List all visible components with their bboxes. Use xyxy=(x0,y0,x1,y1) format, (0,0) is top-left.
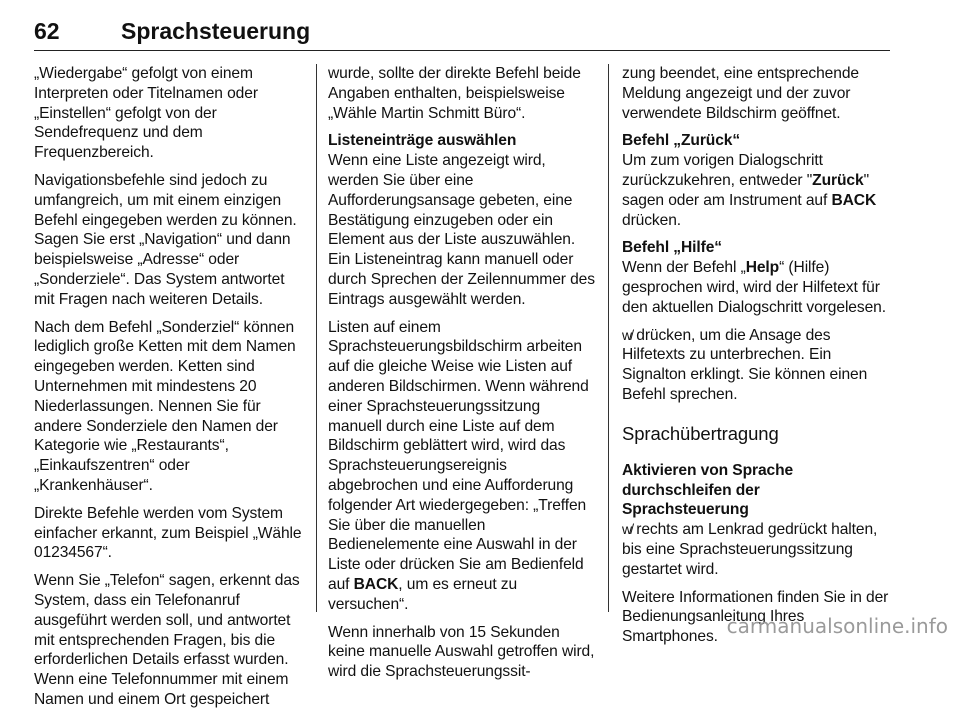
back-key-label: BACK xyxy=(831,191,877,209)
subheading-help-command: Befehl „Hilfe“ xyxy=(622,239,722,257)
paragraph: Wenn innerhalb von 15 Sekunden keine manuelle Auswahl getroffen wird, wird die Sprachsteuerungssit- xyxy=(328,623,595,681)
paragraph: Weitere Informationen finden Sie in der Bedienungsanleitung Ihres Smartphones. xyxy=(622,588,889,646)
voice-control-icon: w̸ xyxy=(622,326,633,343)
text-run: , um es erneut zu versuchen“. xyxy=(328,575,518,613)
text-run: Listen auf einem Sprachsteuerungsbildschirm arbeiten auf die gleiche Weise wie Listen auf anderen Bildschirmen. Wenn während einer Sprachsteuerungssitzung manuell durch eine Liste auf dem Bildschirm geblättert wird, wird das Sprachsteuerungsereignis abgebrochen und eine Aufforderung folgender Art wiedergegeben: „Treffen Sie über die manuellen Bedienelemente eine Auswahl in der Liste oder drücken Sie am Bedienfeld auf xyxy=(328,318,589,593)
paragraph: Navigationsbefehle sind jedoch zu umfangreich, um mit einem einzigen Befehl eingegeben werden zu können. Sagen Sie erst „Navigation“ und dann beispielsweise „Adresse“ oder „Sonderziele“. Das System antwortet mit Fragen nach weiteren Details. xyxy=(34,171,297,308)
subheading-activate: Aktivieren von Sprache xyxy=(622,461,794,479)
zurueck-label: Zurück xyxy=(812,171,864,189)
voice-control-icon: w̸ xyxy=(622,521,633,538)
column-3 xyxy=(622,64,890,655)
page-number: 62 xyxy=(34,18,60,44)
paragraph: wurde, sollte der direkte Befehl beide Angaben enthalten, beispielsweise „Wähle Martin Schmitt Büro“. xyxy=(328,65,581,122)
text-run: “ (Hilfe) gesprochen wird, wird der Hilfetext für den aktuellen Dialogschritt vorgelesen. xyxy=(622,259,886,316)
subheading-back-command: Befehl „Zurück“ xyxy=(622,132,741,150)
text-run: Um zum vorigen Dialogschritt zurückzukehren, entweder " xyxy=(622,152,823,189)
paragraph xyxy=(622,258,890,317)
back-key-label: BACK xyxy=(353,575,399,593)
column-divider xyxy=(316,64,317,612)
column-divider xyxy=(608,64,609,612)
text-run: drücken. xyxy=(622,211,682,229)
help-label: Help xyxy=(745,259,780,277)
paragraph xyxy=(328,318,596,615)
paragraph xyxy=(622,520,890,579)
text-run: Wenn der Befehl „ xyxy=(622,259,746,277)
section-heading: Sprachübertragung xyxy=(622,422,779,444)
column-2 xyxy=(328,64,596,690)
watermark: carmanualsonline.info xyxy=(726,614,948,638)
paragraph: Wenn Sie „Telefon“ sagen, erkennt das System, dass ein Telefonanruf ausgeführt werden soll, und antwortet mit entsprechenden Fragen, bis die erforderlichen Details erfasst wurden. Wenn eine Telefonnummer mit einem Namen und einem Ort gespeichert xyxy=(34,572,300,708)
text-run: drücken, um die Ansage des Hilfetexts zu unterbrechen. Ein Signalton erklingt. Sie können einen Befehl sprechen. xyxy=(622,326,868,403)
paragraph: Wenn eine Liste angezeigt wird, werden Sie über eine Aufforderungsansage gebeten, eine Bestätigung einzugeben oder ein Element aus der Liste auszuwählen. Ein Listeneintrag kann manuell oder durch Sprechen der Zeilennummer des Eintrags ausgewählt werden. xyxy=(328,152,595,308)
paragraph xyxy=(622,151,890,230)
page-title: Sprachsteuerung xyxy=(121,18,311,44)
subheading-list-selection: Listeneinträge auswählen xyxy=(328,132,517,150)
column-1 xyxy=(34,64,304,718)
paragraph: zung beendet, eine entsprechende Meldung angezeigt und der zuvor verwendete Bildschirm geöffnet. xyxy=(622,65,859,122)
paragraph: Nach dem Befehl „Sonderziel“ können lediglich große Ketten mit dem Namen eingegeben werden. Ketten sind Unternehmen mit mindestens 20 Niederlassungen. Nennen Sie für andere Sonderziele den Namen der Kategorie wie „Restaurants“, „Einkaufszentren“ oder „Krankenhäuser“. xyxy=(34,318,296,494)
subheading-activate-cont: durchschleifen der Sprachsteuerung xyxy=(622,481,760,519)
page-header xyxy=(34,14,890,51)
text-run: " sagen oder am Instrument auf xyxy=(622,171,869,209)
paragraph: „Wiedergabe“ gefolgt von einem Interpreten oder Titelnamen oder „Einstellen“ gefolgt von der Sendefrequenz und dem Frequenzbereich. xyxy=(34,65,258,162)
text-run: rechts am Lenkrad gedrückt halten, bis eine Sprachsteuerungssitzung gestartet wird. xyxy=(622,521,878,578)
paragraph xyxy=(622,326,890,405)
paragraph: Direkte Befehle werden vom System einfacher erkannt, zum Beispiel „Wähle 01234567“. xyxy=(34,504,302,562)
